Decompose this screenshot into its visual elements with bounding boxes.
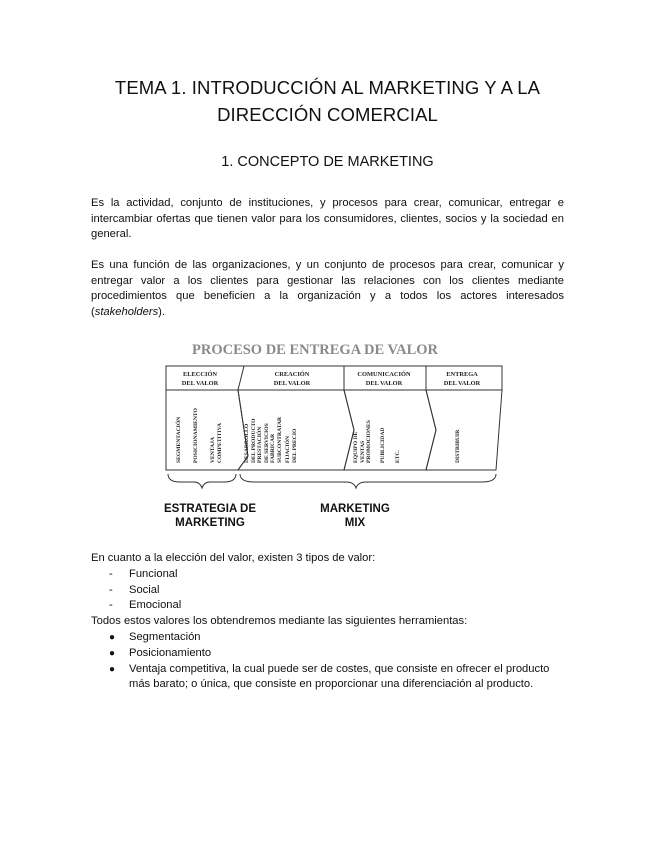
header-communication-2: DEL VALOR: [365, 380, 403, 387]
brace-marketing-mix: [240, 474, 496, 488]
diagram-item-label: COMPETITIVA: [217, 423, 223, 463]
value-types-intro: En cuanto a la elección del valor, existen 3 tipos de valor:: [91, 552, 376, 564]
diagram-item-label: SUBCONTRATAR: [277, 416, 283, 463]
diagram-item-label: PROMOCIONES: [366, 420, 372, 463]
dash-marker: -: [109, 583, 113, 596]
diagram-headers: [182, 370, 481, 387]
value-type-text: Emocional: [129, 599, 182, 612]
diagram-item-label: PRESTACIÓN: [257, 426, 263, 463]
tools-intro: Todos estos valores los obtendremos mediante las siguientes herramientas:: [91, 615, 468, 628]
paragraph-2-italic: stakeholders: [94, 305, 159, 318]
diagram-item-label: FABRICAR: [270, 433, 276, 463]
header-delivery-1: ENTREGA: [446, 371, 478, 378]
list-item: [91, 567, 571, 583]
bullet-marker: ●: [109, 663, 116, 675]
value-type-text: Social: [129, 583, 160, 596]
paragraph-2-text: Es una función de las organizaciones, y un conjunto de procesos para crear, comunicar y entregar valor a los clientes para gestionar las relaciones con los clientes mediante procedimientos que beneficien a la organización y a todos los actores interesados (: [91, 259, 564, 318]
tool-text: Ventaja competitiva, la cual puede ser de costes, que consiste en ofrecer el producto más barato; o única, que consiste en proporcionar una diferenciación al producto.: [129, 662, 550, 691]
dash-marker: -: [109, 599, 113, 612]
list-item: [91, 598, 571, 614]
diagram-item-label: DE SERVICIOS: [264, 423, 270, 463]
tools-list: [91, 630, 571, 693]
title-line-2: DIRECCIÓN COMERCIAL: [217, 104, 438, 125]
label-mix-1: MARKETING: [320, 503, 390, 515]
bullet-marker: ●: [109, 647, 116, 659]
diagram-item-label: DEL PRECIO: [292, 428, 298, 463]
paragraph-definition-2: [91, 258, 564, 320]
label-mix-2: MIX: [344, 517, 366, 529]
diagram-title: PROCESO DE ENTREGA DE VALOR: [191, 342, 439, 358]
header-delivery-2: DEL VALOR: [443, 380, 481, 387]
list-item: [91, 630, 571, 646]
diagram-item-label: EQUIPO DE: [353, 431, 359, 463]
dash-marker: -: [109, 567, 113, 580]
diagram-item-label: VENTAS: [360, 440, 366, 463]
header-divider-1: [238, 366, 244, 390]
diagram-item-label: ETC.: [395, 450, 401, 463]
tool-text: Segmentación: [129, 630, 201, 643]
brace-strategy: [168, 474, 236, 488]
list-item: [91, 662, 571, 694]
column-delivery: [426, 390, 502, 470]
list-item: [91, 583, 571, 599]
title-line-1: TEMA 1. INTRODUCCIÓN AL MARKETING Y A LA: [114, 77, 541, 98]
diagram-item-label: DISTRIBUIR: [455, 429, 461, 463]
header-communication-1: COMUNICACIÓN: [357, 371, 411, 378]
section-heading: 1. CONCEPTO DE MARKETING: [221, 154, 434, 170]
diagram-braces: [168, 474, 496, 488]
document-title: [60, 74, 595, 128]
diagram-items: [174, 407, 461, 463]
paragraph-2-end: ).: [158, 305, 166, 318]
paragraph-definition-1: Es la actividad, conjunto de instituciones, y procesos para crear, comunicar, entregar e intercambiar ofertas que tienen valor para los consumidores, clientes, socios y la sociedad en general.: [91, 197, 564, 241]
list-item: [91, 646, 571, 662]
tool-text: Posicionamiento: [129, 646, 212, 659]
diagram-item-label: VENTAJA: [210, 436, 216, 463]
header-choice-2: DEL VALOR: [181, 380, 219, 387]
value-delivery-diagram: [150, 336, 506, 536]
header-creation-2: DEL VALOR: [273, 380, 311, 387]
value-type-text: Funcional: [129, 567, 178, 580]
label-strategy-1: ESTRATEGIA DE: [163, 503, 257, 515]
diagram-item-label: PUBLICIDAD: [380, 427, 386, 463]
diagram-item-label: SEGMENTACIÓN: [176, 416, 182, 463]
label-strategy-2: MARKETING: [175, 517, 245, 529]
header-creation-1: CREACIÓN: [274, 371, 310, 378]
header-choice-1: ELECCIÓN: [182, 371, 218, 378]
diagram-item-label: DEL PRODUCTO: [251, 418, 257, 463]
diagram-bottom-labels: [164, 503, 390, 529]
bullet-marker: ●: [109, 631, 116, 643]
value-types-list: [91, 567, 571, 614]
value-tools-section: [91, 551, 571, 693]
diagram-item-label: FIJACIÓN: [285, 435, 291, 463]
diagram-item-label: POSICIONAMIENTO: [193, 408, 199, 463]
diagram-item-label: DESARROLLO: [244, 423, 250, 463]
